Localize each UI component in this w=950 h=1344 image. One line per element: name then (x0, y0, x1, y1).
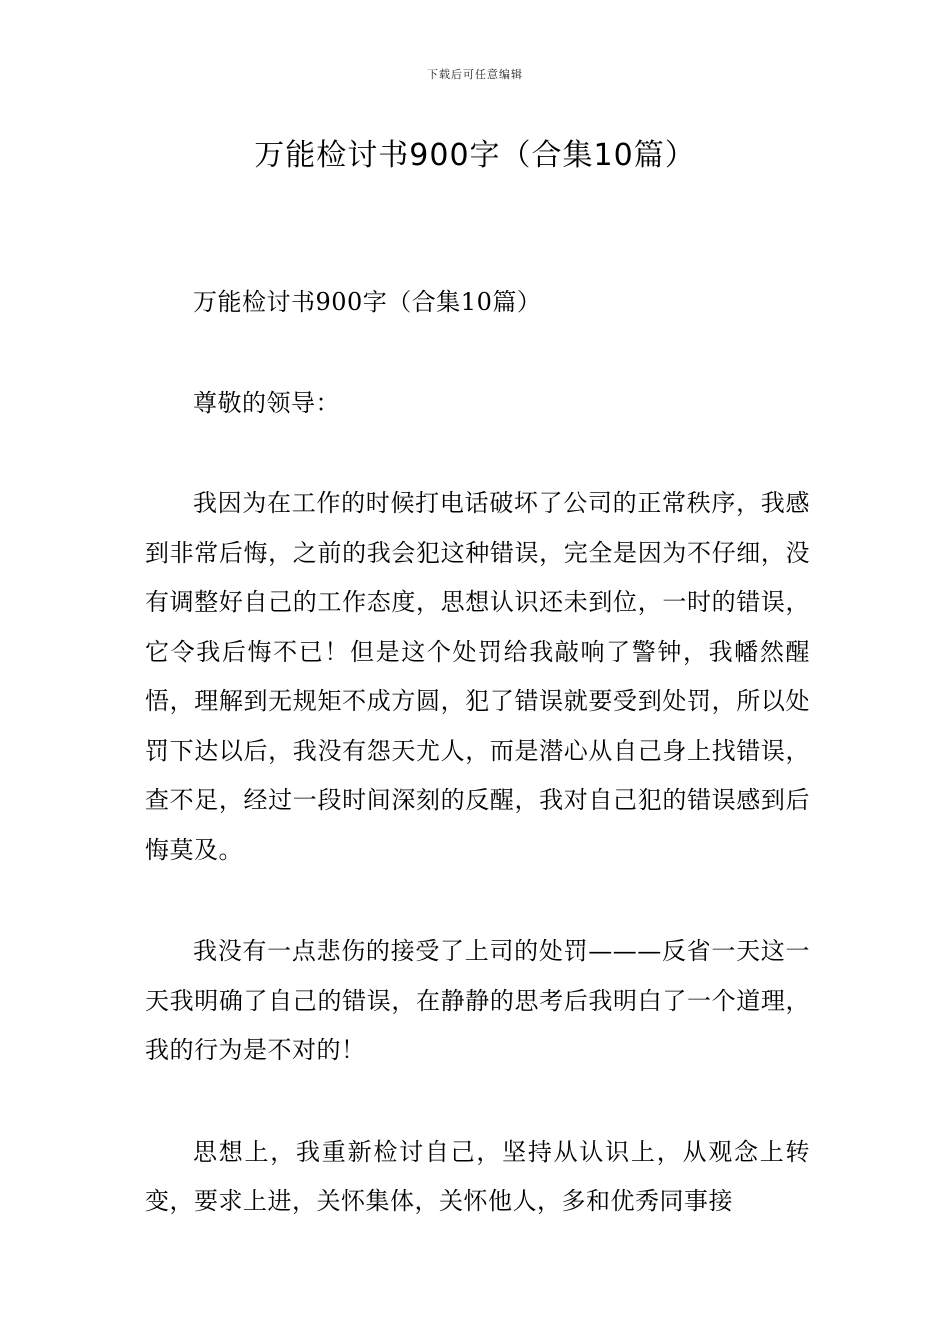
header-note: 下载后可任意编辑 (427, 68, 523, 81)
body-paragraph: 我没有一点悲伤的接受了上司的处罚———反省一天这一天我明确了自己的错误，在静静的思考后我明白了一个道理，我的行为是不对的！ (145, 937, 810, 1064)
body-paragraph: 思想上，我重新检讨自己，坚持从认识上，从观念上转变，要求上进，关怀集体，关怀他人，多和优秀同事接 (145, 1137, 810, 1215)
body-paragraph: 我因为在工作的时候打电话破坏了公司的正常秩序，我感到非常后悔，之前的我会犯这种错误，完全是因为不仔细，没有调整好自己的工作态度，思想认识还未到位，一时的错误，它令我后悔不已！但是这个处罚给我敲响了警钟，我幡然醒悟，理解到无规矩不成方圆，犯了错误就要受到处罚，所以处罚下达以后，我没有怨天尤人，而是潜心从自己身上找错误，查不足，经过一段时间深刻的反醒，我对自己犯的错误感到后悔莫及。 (145, 489, 810, 864)
greeting-paragraph: 尊敬的领导： (193, 388, 340, 417)
document-title: 万能检讨书900字（合集10篇） (254, 138, 696, 173)
document-body (145, 278, 810, 1279)
subtitle-paragraph: 万能检讨书900字（合集10篇） (193, 288, 542, 316)
